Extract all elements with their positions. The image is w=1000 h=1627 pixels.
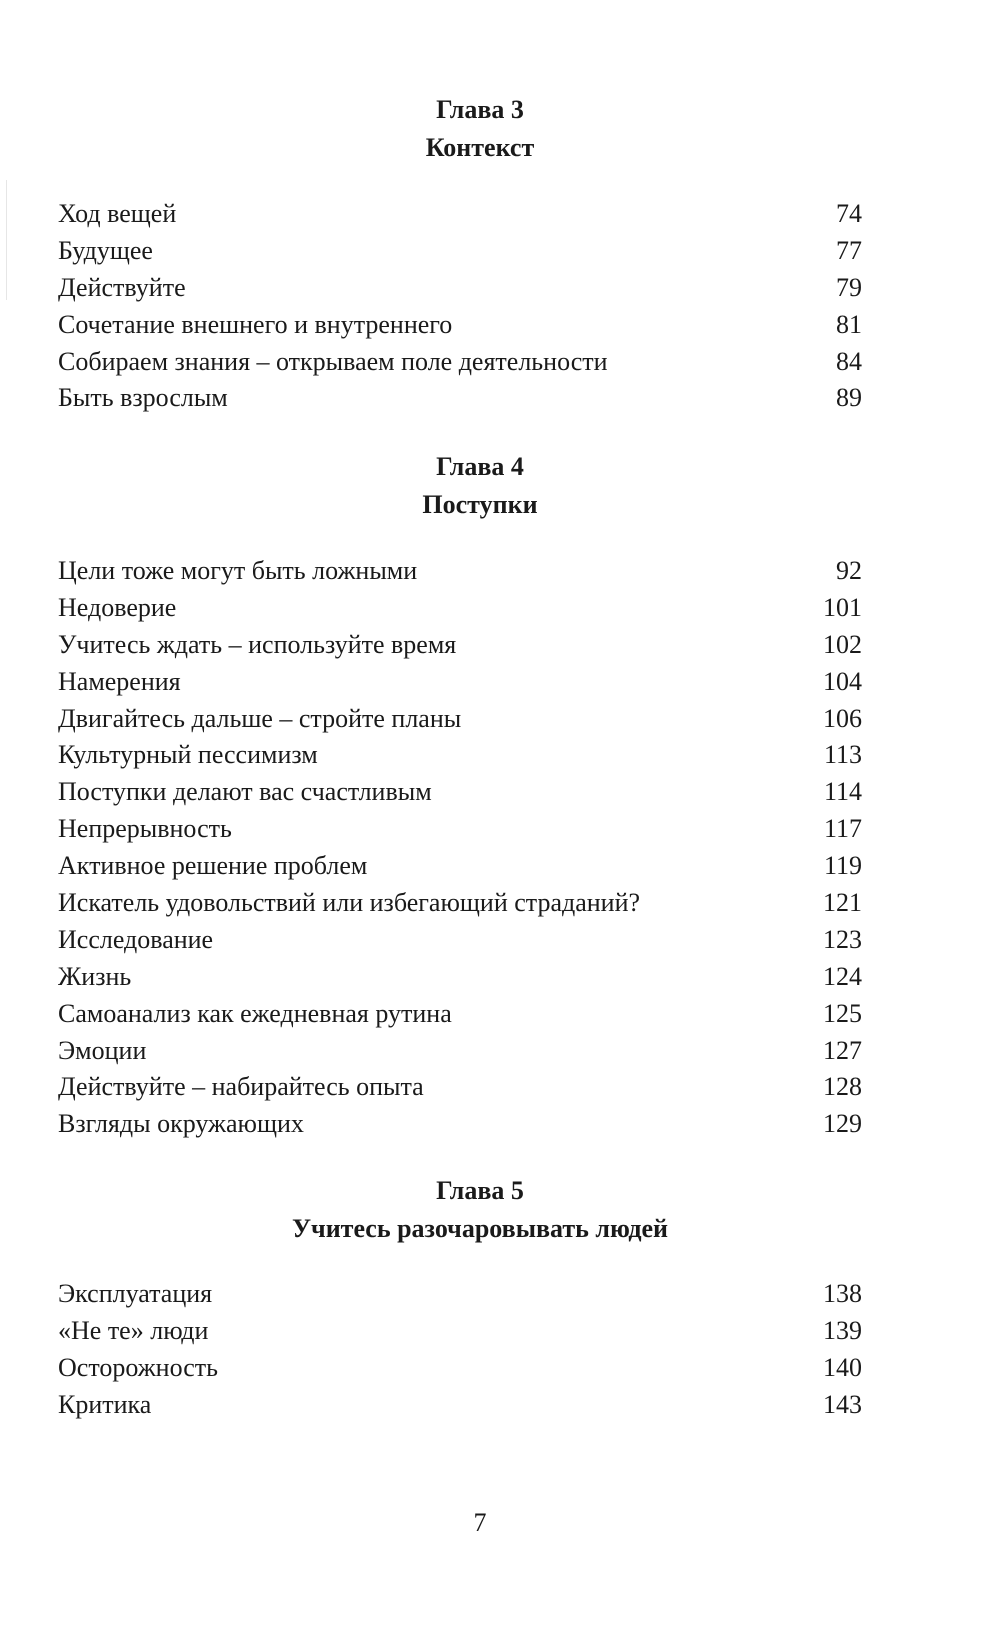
chapter-title: Контекст	[425, 133, 535, 162]
toc-entry	[58, 553, 862, 590]
toc-entry-page: 79	[836, 272, 862, 302]
toc-entry	[58, 922, 862, 959]
toc-entry-page: 139	[823, 1315, 862, 1345]
toc-entry-title: Непрерывность	[58, 814, 232, 844]
toc-entry-title: Искатель удовольствий или избегающий страданий?	[58, 888, 641, 918]
toc-entry-page: 124	[823, 961, 862, 991]
toc-entry-title: Активное решение проблем	[58, 851, 368, 881]
toc-entry-page: 104	[823, 666, 862, 696]
toc-entry-page: 101	[823, 592, 862, 622]
toc-entry	[58, 233, 862, 270]
toc-entry-title: Действуйте – набирайтесь опыта	[58, 1072, 424, 1102]
toc-entry	[58, 1313, 862, 1350]
chapter-5-entries	[58, 1276, 862, 1424]
toc-entry-title: Собираем знания – открываем поле деятельности	[58, 346, 608, 376]
chapter-5-heading	[0, 1172, 960, 1248]
chapter-label: Глава 5	[436, 1176, 524, 1205]
toc-entry	[58, 270, 862, 307]
toc-entry	[58, 959, 862, 996]
toc-entry-page: 74	[836, 199, 862, 228]
toc-entry	[58, 307, 862, 344]
toc-entry	[58, 1387, 862, 1424]
chapter-4-entries	[58, 553, 862, 1143]
page-number: 7	[473, 1508, 487, 1537]
toc-entry-title: Сочетание внешнего и внутреннего	[58, 309, 453, 339]
toc-entry-title: Недоверие	[58, 592, 177, 622]
toc-entry-title: Взгляды окружающих	[58, 1109, 304, 1139]
toc-entry-page: 84	[836, 346, 862, 376]
toc-entry	[58, 811, 862, 848]
toc-entry-page: 81	[836, 309, 862, 339]
toc-entry	[58, 196, 862, 233]
toc-entry-page: 140	[823, 1352, 862, 1382]
toc-entry-title: Намерения	[58, 666, 181, 696]
toc-entry-title: Культурный пессимизм	[58, 740, 318, 770]
toc-entry-page: 121	[823, 888, 862, 918]
toc-entry-title: Критика	[58, 1389, 152, 1419]
chapter-label: Глава 3	[436, 95, 524, 124]
toc-entry-page: 119	[823, 851, 862, 881]
toc-entry-page: 114	[823, 777, 862, 807]
chapter-title: Учитесь разочаровывать людей	[291, 1214, 669, 1243]
toc-entry-page: 138	[823, 1279, 862, 1308]
toc-entry	[58, 344, 862, 381]
toc-entry	[58, 737, 862, 774]
toc-entry	[58, 664, 862, 701]
toc-entry-page: 127	[823, 1035, 862, 1065]
toc-entry	[58, 701, 862, 738]
toc-entry	[58, 1276, 862, 1313]
toc-entry	[58, 1350, 862, 1387]
toc-entry-title: Самоанализ как ежедневная рутина	[58, 998, 452, 1028]
chapter-title: Поступки	[422, 490, 538, 519]
toc-entry-title: Быть взрослым	[58, 383, 228, 413]
toc-entry	[58, 1106, 862, 1143]
toc-entry-page: 128	[823, 1072, 862, 1102]
toc-entry-title: Действуйте	[58, 272, 186, 302]
toc-entry	[58, 885, 862, 922]
toc-entry-title: Будущее	[58, 235, 153, 265]
toc-entry-title: Учитесь ждать – используйте время	[58, 629, 457, 659]
toc-entry	[58, 996, 862, 1033]
toc-entry	[58, 1069, 862, 1106]
toc-entry-page: 125	[823, 998, 862, 1028]
toc-entry-title: Поступки делают вас счастливым	[58, 777, 432, 807]
toc-entry-page: 102	[823, 629, 862, 659]
toc-entry-title: Эмоции	[58, 1035, 147, 1065]
chapter-3-heading	[0, 91, 960, 167]
toc-entry	[58, 848, 862, 885]
toc-entry-page: 106	[823, 703, 862, 733]
toc-entry	[58, 590, 862, 627]
chapter-label: Глава 4	[436, 452, 524, 481]
toc-entry-title: «Не те» люди	[58, 1315, 209, 1345]
toc-entry-page: 123	[823, 924, 862, 954]
toc-entry-page: 77	[836, 235, 862, 265]
toc-entry-page: 113	[823, 740, 862, 770]
toc-entry-title: Цели тоже могут быть ложными	[58, 556, 418, 585]
toc-entry-title: Осторожность	[58, 1352, 218, 1382]
toc-entry	[58, 380, 862, 417]
toc-entry	[58, 1033, 862, 1070]
toc-entry	[58, 774, 862, 811]
toc-entry-title: Ход вещей	[58, 199, 177, 228]
toc-entry-page: 143	[823, 1389, 862, 1419]
toc-entry-title: Эксплуатация	[58, 1279, 213, 1308]
toc-entry-title: Двигайтесь дальше – стройте планы	[58, 703, 462, 733]
scan-edge-mark	[6, 180, 7, 300]
toc-entry-page: 92	[836, 556, 862, 585]
toc-entry-page: 117	[823, 814, 862, 844]
toc-entry	[58, 627, 862, 664]
toc-entry-title: Исследование	[58, 924, 214, 954]
toc-entry-title: Жизнь	[58, 961, 132, 991]
chapter-4-heading	[0, 448, 960, 524]
toc-entry-page: 89	[836, 383, 862, 413]
toc-entry-page: 129	[823, 1109, 862, 1139]
chapter-3-entries	[58, 196, 862, 417]
